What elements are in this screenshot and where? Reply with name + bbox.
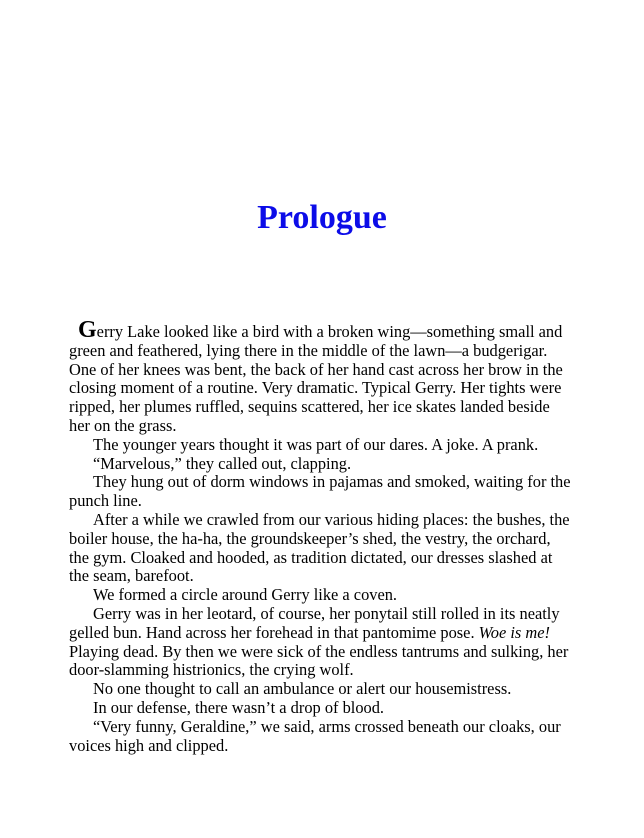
text-line	[69, 342, 579, 361]
text-line	[69, 567, 579, 586]
paragraph	[69, 473, 579, 511]
paragraph	[69, 455, 579, 474]
paragraph	[69, 605, 579, 680]
text-line	[69, 417, 579, 436]
italic-text: Woe is me!	[478, 622, 550, 642]
text-segment: erry Lake looked like a bird with a broken wing—something small and	[96, 322, 563, 341]
paragraph	[69, 680, 579, 699]
text-line	[69, 473, 579, 492]
text-segment: No one thought to call an ambulance or alert our housemistress.	[93, 679, 512, 699]
text-line	[69, 455, 579, 474]
paragraph	[69, 586, 579, 605]
text-segment: her on the grass.	[69, 415, 177, 435]
text-segment: They hung out of dorm windows in pajamas and smoked, waiting for the	[93, 472, 571, 492]
text-segment: the seam, barefoot.	[69, 566, 194, 586]
text-segment: Gerry was in her leotard, of course, her ponytail still rolled in its neatly	[93, 603, 560, 623]
text-segment: gelled bun. Hand across her forehead in that pantomime pose.	[69, 622, 479, 642]
paragraph	[69, 699, 579, 718]
text-line	[69, 549, 579, 568]
text-segment: ripped, her plumes ruffled, sequins scattered, her ice skates landed beside	[69, 397, 550, 417]
text-line	[69, 737, 579, 756]
text-segment: punch line.	[69, 491, 142, 511]
text-segment: door-slamming histrionics, the crying wolf.	[69, 660, 354, 680]
text-line	[69, 436, 579, 455]
text-segment: After a while we crawled from our various hiding places: the bushes, the	[93, 509, 570, 529]
text-line	[69, 361, 579, 380]
text-line	[69, 699, 579, 718]
text-segment: “Marvelous,” they called out, clapping.	[93, 453, 352, 473]
text-line	[69, 379, 579, 398]
text-segment: green and feathered, lying there in the middle of the lawn—a budgerigar.	[69, 340, 548, 360]
text-line	[69, 530, 579, 549]
text-segment: boiler house, the ha-ha, the groundskeeper’s shed, the vestry, the orchard,	[69, 528, 551, 548]
paragraph	[69, 317, 579, 436]
text-segment: the gym. Cloaked and hooded, as tradition dictated, our dresses slashed at	[69, 547, 553, 567]
paragraph	[69, 511, 579, 586]
text-segment: One of her knees was bent, the back of her hand cast across her brow in the	[69, 359, 563, 379]
text-segment: closing moment of a routine. Very dramatic. Typical Gerry. Her tights were	[69, 378, 562, 398]
initial-cap: G	[78, 317, 97, 343]
text-line	[69, 718, 579, 737]
text-line	[69, 586, 579, 605]
text-line	[69, 643, 579, 662]
text-segment: In our defense, there wasn’t a drop of blood.	[93, 697, 384, 717]
text-line	[69, 624, 579, 643]
text-line	[69, 605, 579, 624]
paragraph	[69, 718, 579, 756]
text-segment: “Very funny, Geraldine,” we said, arms crossed beneath our cloaks, our	[93, 716, 561, 736]
text-segment: voices high and clipped.	[69, 735, 229, 755]
text-line	[69, 511, 579, 530]
text-line	[69, 680, 579, 699]
chapter-title: Prologue	[257, 199, 387, 236]
body-text	[69, 317, 579, 755]
text-line	[69, 398, 579, 417]
text-line	[69, 661, 579, 680]
text-segment: Playing dead. By then we were sick of the endless tantrums and sulking, her	[69, 641, 569, 661]
text-segment: We formed a circle around Gerry like a coven.	[93, 585, 398, 605]
text-line	[69, 317, 579, 343]
paragraph	[69, 436, 579, 455]
text-line	[69, 492, 579, 511]
text-segment: The younger years thought it was part of our dares. A joke. A prank.	[93, 434, 539, 454]
